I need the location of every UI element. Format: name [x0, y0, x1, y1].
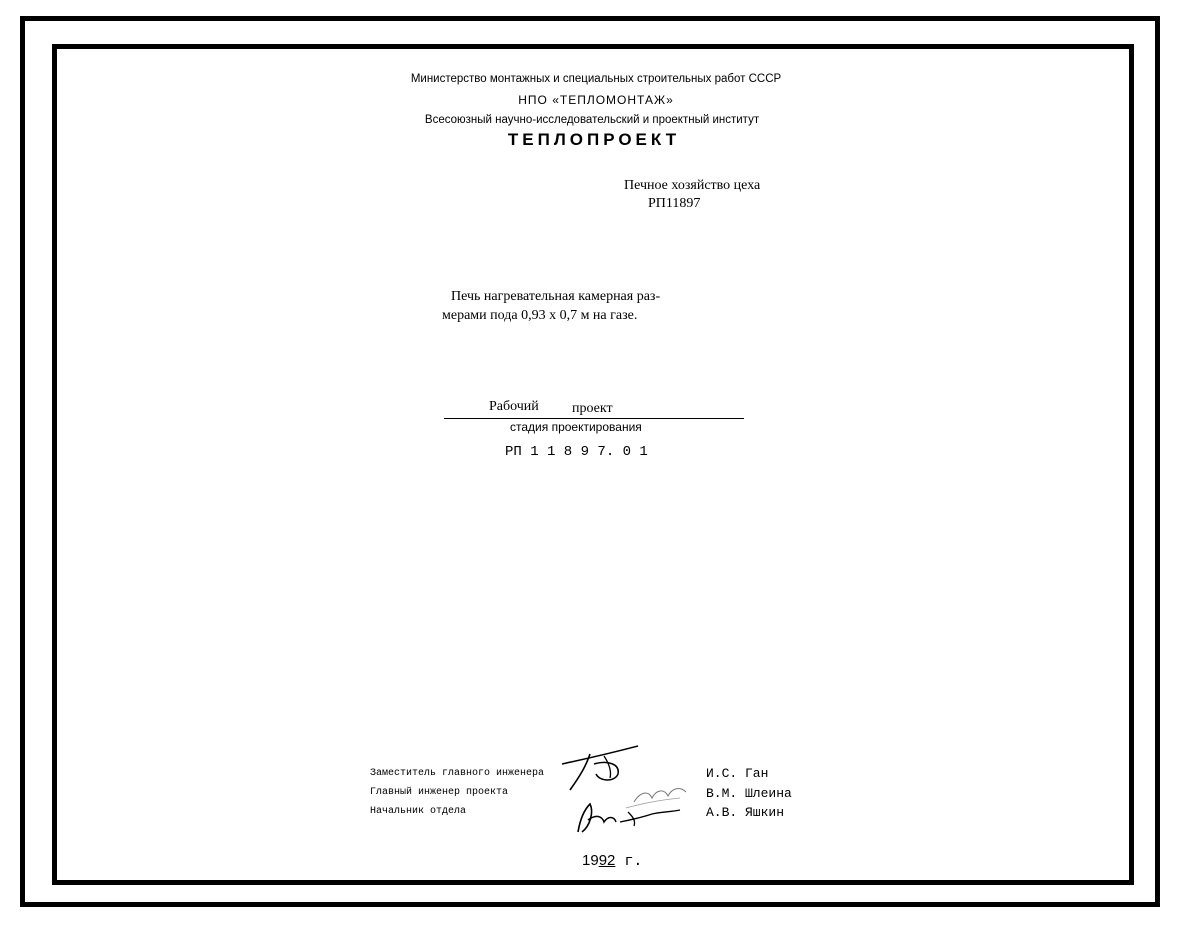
project-section-code: РП11897	[648, 196, 701, 211]
year-digits: 92	[598, 852, 616, 869]
signature-role-2: Главный инженер проекта	[370, 787, 509, 798]
year-suffix: г.	[615, 853, 643, 870]
document-code: РП 1 1 8 9 7. 0 1	[505, 444, 648, 460]
signature-name-2: В.М. Шлеина	[706, 786, 792, 801]
ministry-line: Министерство монтажных и специальных строительных работ СССР	[410, 73, 782, 85]
year-prefix: 19	[582, 852, 599, 869]
stage-divider	[444, 418, 744, 419]
organization-name: ТЕПЛОПРОЕКТ	[507, 130, 681, 149]
npo-line: НПО «ТЕПЛОМОНТАЖ»	[518, 93, 674, 107]
signature-role-1: Заместитель главного инженера	[370, 768, 545, 779]
description-line-1: Печь нагревательная камерная раз-	[451, 289, 661, 304]
stage-caption: стадия проектирования	[510, 420, 642, 434]
handwritten-signatures	[560, 742, 700, 837]
description-line-2: мерами пода 0,93 х 0,7 м на газе.	[442, 308, 638, 323]
document-year	[582, 852, 642, 870]
stage-title-word2: проект	[572, 401, 613, 416]
institute-line: Всесоюзный научно-исследовательский и проектный институт	[424, 114, 760, 126]
signature-name-1: И.С. Ган	[706, 766, 769, 781]
signature-role-3: Начальник отдела	[370, 806, 467, 817]
signature-name-3: А.В. Яшкин	[706, 805, 785, 820]
stage-title-word1: Рабочий	[489, 399, 539, 414]
project-section: Печное хозяйство цеха	[624, 178, 761, 193]
